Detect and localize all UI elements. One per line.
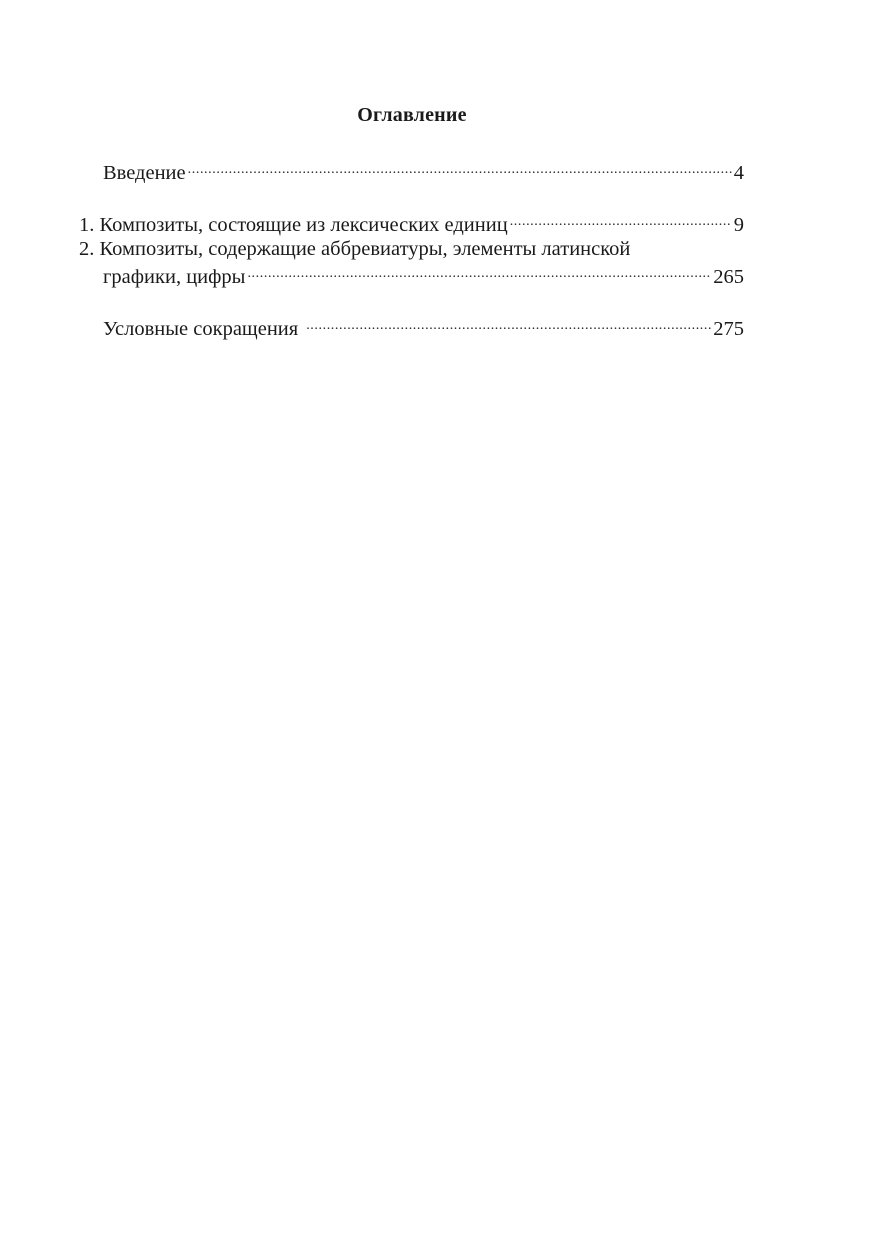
toc-page-number: 275 bbox=[713, 317, 744, 340]
toc-entry-label-line-1: 2. Композиты, содержащие аббревиатуры, элементы латинской bbox=[79, 238, 631, 260]
toc-page-number: 265 bbox=[713, 265, 744, 288]
toc-entry-label: Условные сокращения bbox=[103, 317, 299, 340]
toc-entry-introduction[interactable] bbox=[103, 158, 744, 186]
dot-leader bbox=[247, 262, 711, 283]
dot-leader bbox=[188, 158, 732, 179]
toc-page-number: 4 bbox=[733, 161, 744, 184]
toc-entry-label-line-2: графики, цифры bbox=[103, 265, 246, 288]
toc-page-number: 9 bbox=[733, 213, 744, 236]
toc-entry-label: Введение bbox=[103, 161, 186, 184]
toc-entry-abbreviations[interactable] bbox=[103, 314, 744, 342]
toc-entry-section-2[interactable] bbox=[79, 236, 744, 290]
toc-entry-section-1[interactable] bbox=[79, 210, 744, 238]
toc-entry-label: 1. Композиты, состоящие из лексических единиц bbox=[79, 213, 508, 236]
dot-leader bbox=[510, 210, 732, 231]
toc-title: Оглавление bbox=[357, 104, 467, 126]
dot-leader bbox=[306, 314, 711, 335]
